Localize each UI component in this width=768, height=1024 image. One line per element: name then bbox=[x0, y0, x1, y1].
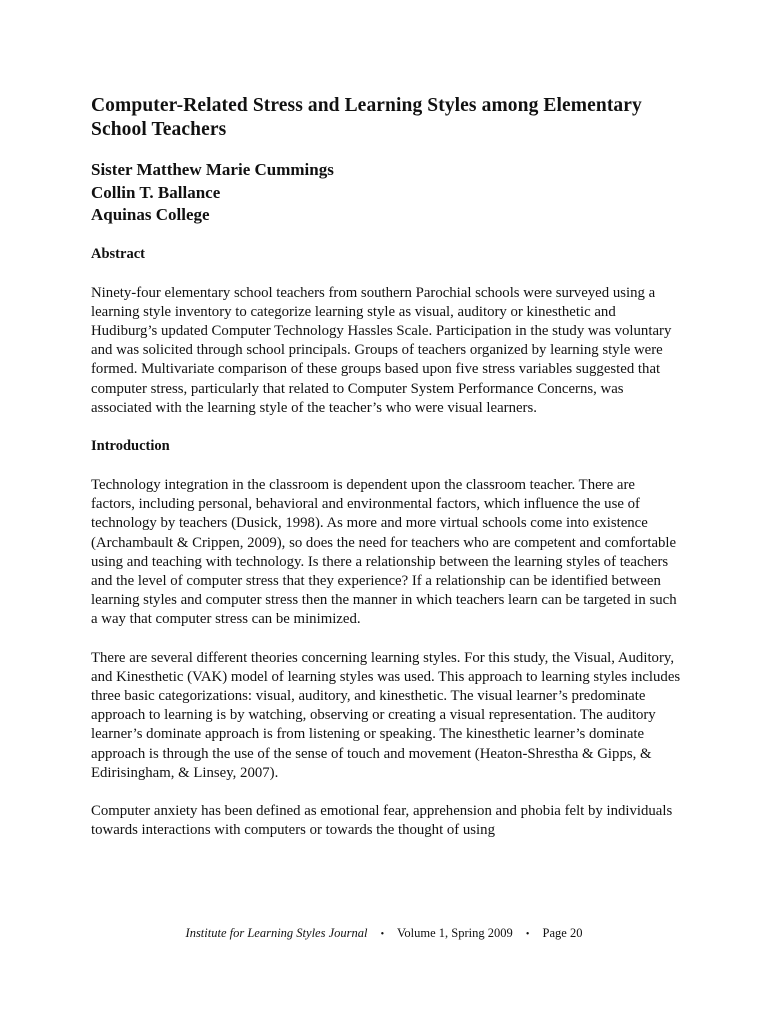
author-block bbox=[91, 159, 681, 227]
abstract-text: Ninety-four elementary school teachers from southern Parochial schools were surveyed using a learning style inventory to categorize learning style as visual, auditory or kinesthetic and Hudiburg’s updated Computer Technology Hassles Scale. Participation in the study was voluntary and was solicited through school principals. Groups of teachers organized by learning style were formed. Multivariate comparison of these groups based upon five stress variables suggested that computer stress, particularly that related to Computer System Performance Concerns, was associated with the learning style of the teacher’s who were visual learners. bbox=[91, 284, 672, 416]
introduction-heading: Introduction bbox=[91, 437, 170, 454]
paper-page bbox=[91, 94, 681, 840]
author-affiliation: Aquinas College bbox=[91, 205, 210, 224]
author-name: Sister Matthew Marie Cummings bbox=[91, 160, 334, 179]
footer-bullet-icon: • bbox=[525, 929, 530, 940]
introduction-paragraph: There are several different theories concerning learning styles. For this study, the Visual, Auditory, and Kinesthetic (VAK) model of learning styles was used. This approach to learning styles includes three basic categorizations: visual, auditory, and kinesthetic. The visual learner’s predominate approach to learning is by watching, observing or creating a visual representation. The auditory learner’s dominate approach is from listening or speaking. The kinesthetic learner’s dominate approach is through the use of the sense of touch and movement (Heaton-Shrestha & Gipps, & Edirisingham, & Linsey, 2007). bbox=[91, 649, 681, 781]
paper-title: Computer-Related Stress and Learning Styles among Elementary School Teachers bbox=[91, 95, 642, 140]
author-name: Collin T. Ballance bbox=[91, 182, 221, 202]
abstract-heading: Abstract bbox=[91, 245, 145, 262]
footer-journal-name: Institute for Learning Styles Journal bbox=[185, 926, 368, 940]
page-footer bbox=[0, 925, 768, 943]
introduction-paragraph: Computer anxiety has been defined as emotional fear, apprehension and phobia felt by individuals towards interactions with computers or towards the thought of using bbox=[91, 802, 673, 839]
footer-page-number: Page 20 bbox=[542, 926, 583, 940]
footer-bullet-icon: • bbox=[380, 929, 385, 940]
footer-volume: Volume 1, Spring 2009 bbox=[397, 926, 513, 940]
introduction-paragraph: Technology integration in the classroom is dependent upon the classroom teacher. There are factors, including personal, behavioral and environmental factors, which influence the use of technology by teachers (Dusick, 1998). As more and more virtual schools come into existence (Archambault & Crippen, 2009), so does the need for teachers who are competent and comfortable using and teaching with technology. Is there a relationship between the learning styles of teachers and the level of computer stress that they experience? If a relationship can be identified between learning styles and computer stress then the manner in which teachers learn can be targeted in such a way that computer stress can be minimized. bbox=[91, 476, 677, 628]
